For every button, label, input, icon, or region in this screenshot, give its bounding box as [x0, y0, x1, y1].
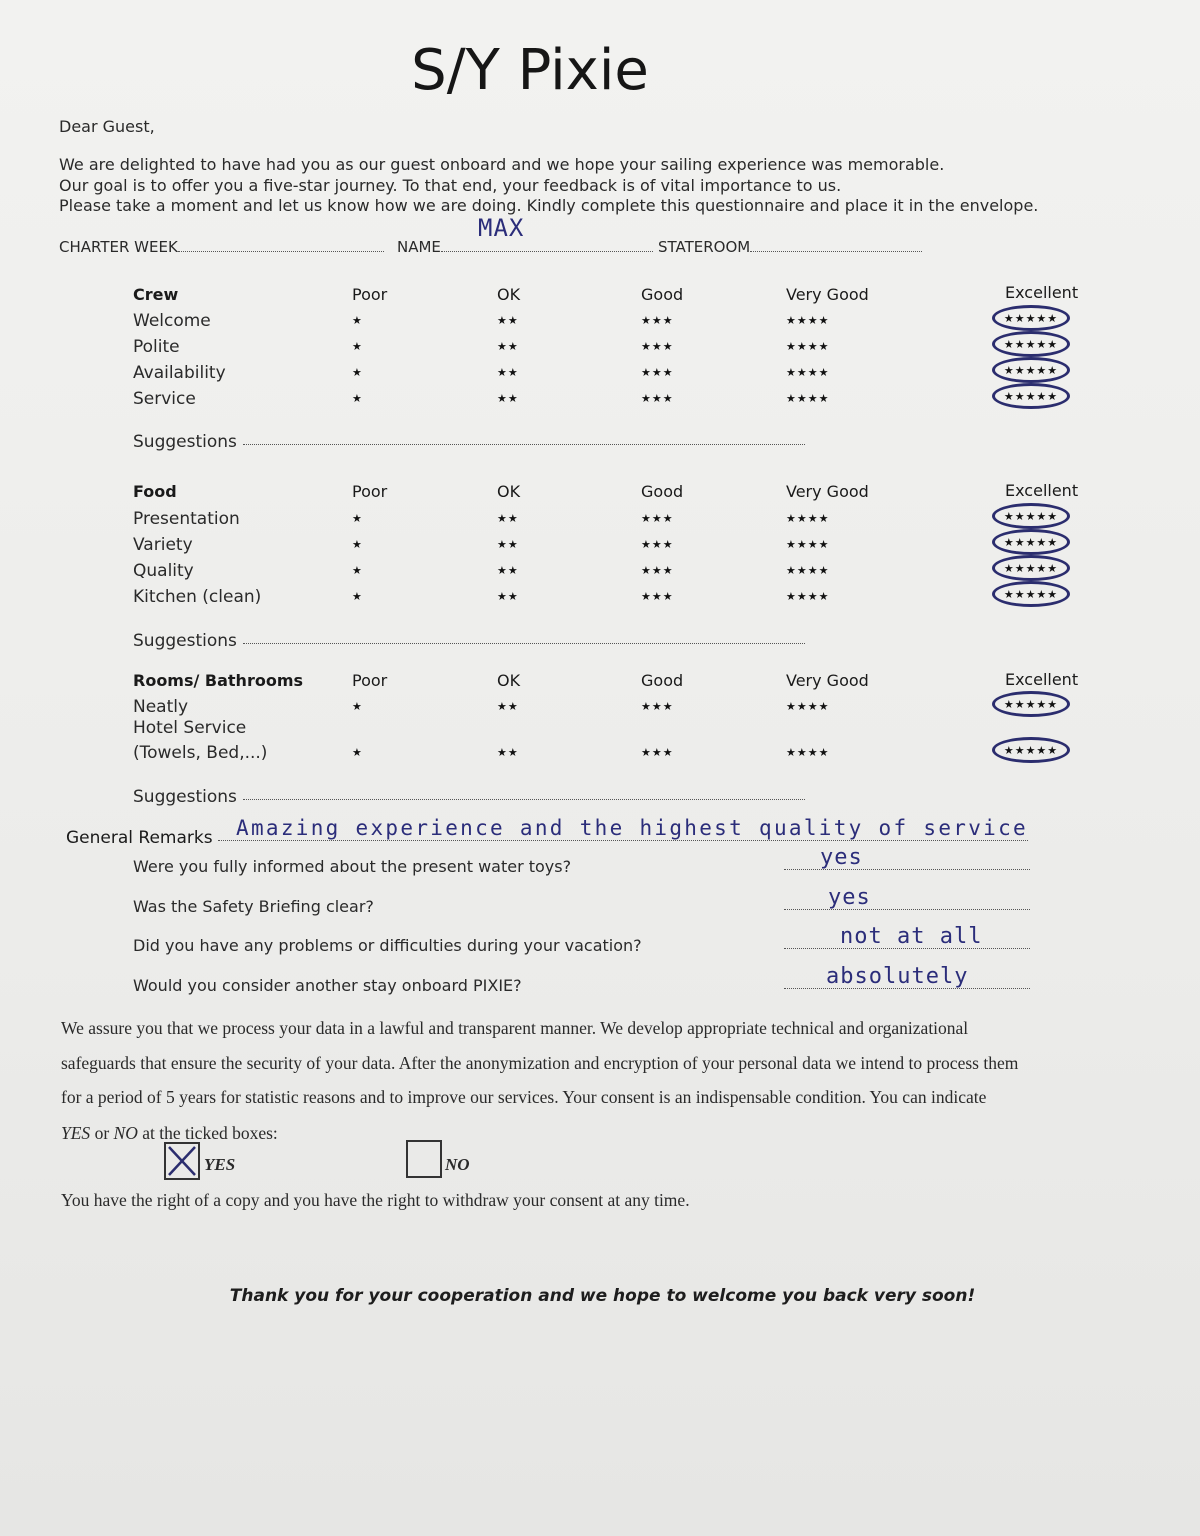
greeting: Dear Guest,	[59, 117, 155, 136]
rating-option-vgood[interactable]: ★★★★	[786, 538, 830, 551]
row-label: Welcome	[133, 311, 211, 331]
rating-option-vgood[interactable]: ★★★★	[786, 392, 830, 405]
suggestions-line[interactable]	[243, 643, 805, 644]
section-title: Food	[133, 482, 177, 501]
intro-line-1: We are delighted to have had you as our guest onboard and we hope your sailing experience was memorable.	[59, 155, 945, 174]
row-label: Presentation	[133, 509, 240, 529]
column-header-very-good: Very Good	[786, 482, 869, 501]
consent-yes-checkbox[interactable]	[164, 1142, 200, 1180]
privacy-or-word: or	[90, 1123, 114, 1143]
check-x-icon	[166, 1144, 198, 1178]
suggestions-label: Suggestions	[133, 787, 237, 807]
column-header-excellent: Excellent	[1005, 283, 1079, 302]
charter-week-label: CHARTER WEEK	[59, 238, 178, 256]
rating-option-excellent-circled[interactable]	[992, 305, 1070, 331]
rating-option-vgood[interactable]: ★★★★	[786, 564, 830, 577]
rating-option-ok[interactable]: ★★	[497, 590, 519, 603]
rating-option-ok[interactable]: ★★	[497, 314, 519, 327]
rating-stars-excellent: ★★★★★	[1003, 509, 1059, 523]
row-label: Hotel Service	[133, 718, 247, 738]
privacy-rights: You have the right of a copy and you have the right to withdraw your consent at any time.	[61, 1190, 690, 1210]
rating-option-vgood[interactable]: ★★★★	[786, 366, 830, 379]
intro-line-2: Our goal is to offer you a five-star journey. To that end, your feedback is of vital importance to us.	[59, 176, 842, 195]
rating-option-ok[interactable]: ★★	[497, 564, 519, 577]
answer-value[interactable]: not at all	[840, 924, 983, 949]
rating-option-excellent-circled[interactable]	[992, 357, 1070, 383]
column-header-excellent: Excellent	[1005, 481, 1079, 500]
privacy-rest: at the ticked boxes:	[137, 1123, 278, 1143]
rating-option-good[interactable]: ★★★	[641, 340, 674, 353]
rating-option-vgood[interactable]: ★★★★	[786, 590, 830, 603]
charter-week-field[interactable]	[59, 238, 384, 256]
row-label: Polite	[133, 337, 180, 357]
rating-option-good[interactable]: ★★★	[641, 314, 674, 327]
column-header-good: Good	[641, 671, 684, 690]
rating-option-excellent-circled[interactable]	[992, 691, 1070, 717]
rating-option-ok[interactable]: ★★	[497, 392, 519, 405]
page-title: S/Y Pixie	[411, 38, 649, 103]
column-header-good: Good	[641, 482, 684, 501]
rating-option-good[interactable]: ★★★	[641, 538, 674, 551]
rating-option-excellent-circled[interactable]	[992, 331, 1070, 357]
rating-stars-excellent: ★★★★★	[1003, 311, 1059, 325]
stateroom-field[interactable]	[658, 238, 922, 256]
row-label: Availability	[133, 363, 226, 383]
row-label: Quality	[133, 561, 194, 581]
rating-option-excellent-circled[interactable]	[992, 383, 1070, 409]
rating-option-vgood[interactable]: ★★★★	[786, 314, 830, 327]
suggestions-line[interactable]	[243, 799, 805, 800]
rating-option-good[interactable]: ★★★	[641, 590, 674, 603]
rating-option-vgood[interactable]: ★★★★	[786, 512, 830, 525]
privacy-line-3: for a period of 5 years for statistic reasons and to improve our services. Your consent is an indispensable condition. You can indicate	[61, 1087, 987, 1107]
suggestions-line[interactable]	[243, 444, 805, 445]
answer-value[interactable]: yes	[820, 845, 863, 870]
rating-option-poor[interactable]: ★	[352, 512, 363, 525]
section-title: Rooms/ Bathrooms	[133, 671, 304, 690]
name-label: NAME	[397, 238, 441, 256]
consent-no-checkbox[interactable]	[406, 1140, 442, 1178]
privacy-yes-word: YES	[61, 1123, 91, 1143]
row-label: Service	[133, 389, 196, 409]
general-remarks-line	[218, 840, 1028, 841]
rating-option-excellent-circled[interactable]	[992, 529, 1070, 555]
rating-option-poor[interactable]: ★	[352, 314, 363, 327]
rating-option-poor[interactable]: ★	[352, 340, 363, 353]
intro-line-3: Please take a moment and let us know how we are doing. Kindly complete this questionnaire and place it in the envelope.	[59, 196, 1039, 215]
column-header-very-good: Very Good	[786, 671, 869, 690]
rating-option-vgood[interactable]: ★★★★	[786, 340, 830, 353]
column-header-excellent: Excellent	[1005, 670, 1079, 689]
question-text: Were you fully informed about the present water toys?	[133, 857, 572, 876]
rating-option-poor[interactable]: ★	[352, 392, 363, 405]
section-title: Crew	[133, 285, 179, 304]
rating-option-poor[interactable]: ★	[352, 590, 363, 603]
question-text: Did you have any problems or difficulties during your vacation?	[133, 936, 642, 955]
rating-option-ok[interactable]: ★★	[497, 340, 519, 353]
suggestions-label: Suggestions	[133, 631, 237, 651]
rating-option-poor[interactable]: ★	[352, 746, 363, 759]
column-header-ok: OK	[497, 285, 521, 304]
rating-stars-excellent: ★★★★★	[1003, 535, 1059, 549]
row-label: Kitchen (clean)	[133, 587, 262, 607]
rating-option-good[interactable]: ★★★	[641, 564, 674, 577]
rating-option-good[interactable]: ★★★	[641, 746, 674, 759]
privacy-line-1: We assure you that we process your data in a lawful and transparent manner. We develop appropriate technical and organizational	[61, 1018, 969, 1038]
answer-line	[784, 909, 1030, 910]
rating-stars-excellent: ★★★★★	[1003, 697, 1059, 711]
row-label-sub: (Towels, Bed,...)	[133, 743, 268, 763]
privacy-no-word: NO	[113, 1123, 138, 1143]
closing-message: Thank you for your cooperation and we hope to welcome you back very soon!	[229, 1286, 976, 1306]
rating-option-good[interactable]: ★★★	[641, 700, 674, 713]
stateroom-label: STATEROOM	[658, 238, 751, 256]
name-value: MAX	[478, 214, 525, 242]
rating-option-excellent-circled[interactable]	[992, 737, 1070, 763]
rating-option-poor[interactable]: ★	[352, 564, 363, 577]
column-header-poor: Poor	[352, 285, 388, 304]
column-header-good: Good	[641, 285, 684, 304]
rating-stars-excellent: ★★★★★	[1003, 337, 1059, 351]
privacy-line-4	[61, 1123, 278, 1144]
rating-option-ok[interactable]: ★★	[497, 512, 519, 525]
rating-stars-excellent: ★★★★★	[1003, 389, 1059, 403]
column-header-very-good: Very Good	[786, 285, 869, 304]
column-header-poor: Poor	[352, 671, 388, 690]
rating-stars-excellent: ★★★★★	[1003, 743, 1059, 757]
column-header-poor: Poor	[352, 482, 388, 501]
rating-stars-excellent: ★★★★★	[1003, 363, 1059, 377]
suggestions-label: Suggestions	[133, 432, 237, 452]
rating-option-excellent-circled[interactable]	[992, 503, 1070, 529]
rating-option-vgood[interactable]: ★★★★	[786, 746, 830, 759]
question-text: Was the Safety Briefing clear?	[133, 897, 374, 916]
general-remarks-label: General Remarks	[66, 828, 213, 848]
rating-option-excellent-circled[interactable]	[992, 555, 1070, 581]
question-text: Would you consider another stay onboard PIXIE?	[133, 976, 522, 995]
rating-option-good[interactable]: ★★★	[641, 392, 674, 405]
rating-option-vgood[interactable]: ★★★★	[786, 700, 830, 713]
row-label: Neatly	[133, 697, 189, 717]
privacy-line-2: safeguards that ensure the security of your data. After the anonymization and encryption of your personal data we intend to process them	[61, 1053, 1019, 1073]
rating-option-good[interactable]: ★★★	[641, 366, 674, 379]
rating-option-excellent-circled[interactable]	[992, 581, 1070, 607]
consent-no-label: NO	[445, 1155, 470, 1174]
rating-option-ok[interactable]: ★★	[497, 700, 519, 713]
row-label: Variety	[133, 535, 193, 555]
rating-option-good[interactable]: ★★★	[641, 512, 674, 525]
answer-value[interactable]: absolutely	[826, 964, 969, 989]
general-remarks-value[interactable]: Amazing experience and the highest quality of service	[236, 816, 1028, 840]
rating-option-ok[interactable]: ★★	[497, 746, 519, 759]
name-field[interactable]	[397, 238, 653, 256]
rating-stars-excellent: ★★★★★	[1003, 587, 1059, 601]
rating-option-ok[interactable]: ★★	[497, 366, 519, 379]
column-header-ok: OK	[497, 671, 521, 690]
answer-value[interactable]: yes	[828, 885, 871, 910]
rating-stars-excellent: ★★★★★	[1003, 561, 1059, 575]
consent-yes-label: YES	[204, 1155, 236, 1174]
rating-option-poor[interactable]: ★	[352, 366, 363, 379]
rating-option-poor[interactable]: ★	[352, 700, 363, 713]
column-header-ok: OK	[497, 482, 521, 501]
rating-option-ok[interactable]: ★★	[497, 538, 519, 551]
rating-option-poor[interactable]: ★	[352, 538, 363, 551]
